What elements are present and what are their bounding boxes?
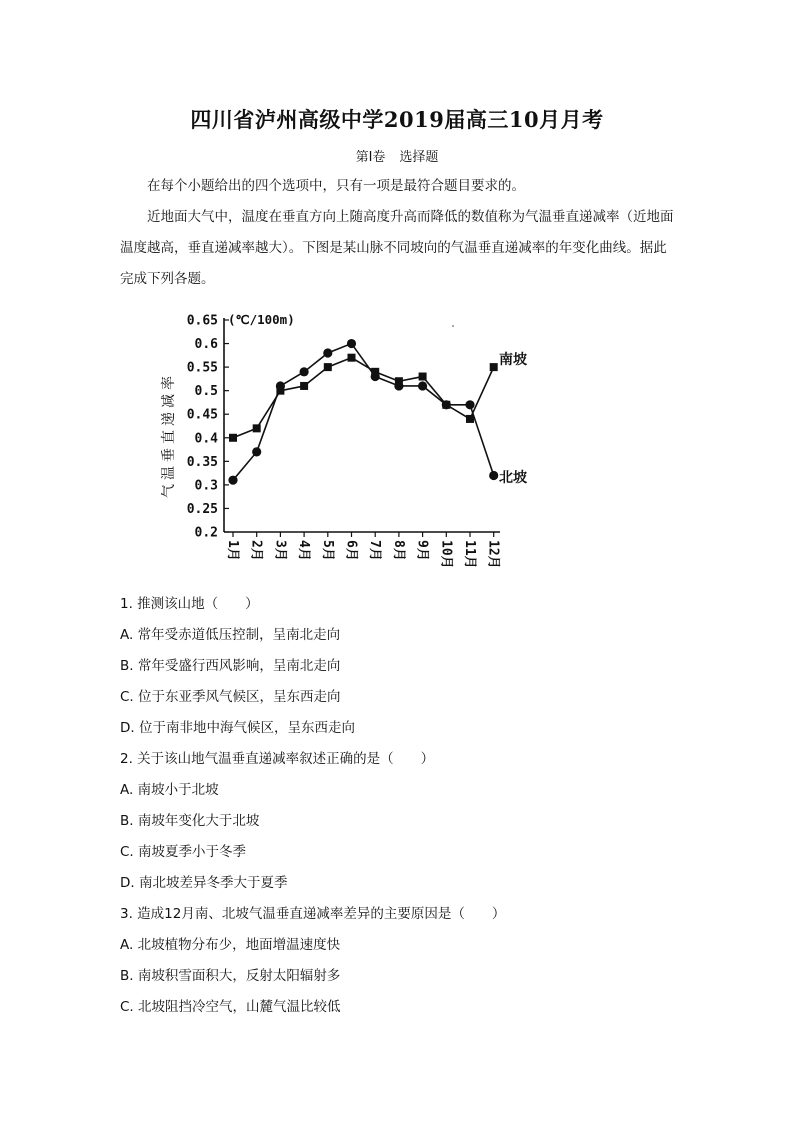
scan-speck [452, 325, 454, 327]
section-type: 选择题 [399, 150, 439, 165]
x-tick-label: 1月 [225, 540, 240, 561]
x-tick-label: 7月 [367, 540, 383, 561]
square-marker [419, 373, 427, 381]
y-tick-label: 0.35 [186, 454, 218, 470]
series-label-north: 北坡 [499, 470, 527, 486]
y-tick-label: 0.6 [194, 337, 218, 353]
instruction-text: 在每个小题给出的四个选项中，只有一项是最符合题目要求的。 [147, 178, 525, 194]
circle-marker [489, 471, 498, 480]
question-1-stem: 1. 推测该山地（ ） [120, 596, 259, 612]
circle-marker [323, 348, 332, 357]
question-stem: 近地面大气中，温度在垂直方向上随高度升高而降低的数值称为气温垂直递减率（近地面温度越高，垂直递减率越大）。下图是某山脉不同坡向的气温垂直递减率的年变化曲线。据此完成下列各题。 [120, 209, 674, 287]
question-2-option[interactable]: B. 南坡年变化大于北坡 [120, 813, 260, 829]
x-tick-label: 9月 [414, 540, 430, 561]
square-marker [253, 424, 261, 432]
exam-title: 四川省泸州高级中学2019届高三10月月考 [190, 107, 604, 132]
y-tick-label: 0.4 [194, 431, 218, 447]
x-tick-label: 12月 [485, 540, 501, 569]
circle-marker [347, 339, 356, 348]
x-tick-label: 4月 [296, 540, 312, 561]
x-tick-label: 10月 [438, 540, 454, 569]
y-tick-label: 0.3 [194, 478, 218, 494]
question-1-option[interactable]: B. 常年受盛行西风影响，呈南北走向 [120, 658, 341, 674]
y-unit-label: (℃/100m) [228, 312, 295, 327]
y-tick-label: 0.55 [186, 360, 218, 376]
question-3-option[interactable]: B. 南坡积雪面积大，反射太阳辐射多 [120, 968, 341, 984]
circle-marker [371, 372, 380, 381]
y-tick-label: 0.65 [186, 313, 218, 329]
x-tick-label: 2月 [248, 540, 264, 561]
question-2-option[interactable]: C. 南坡夏季小于冬季 [120, 844, 247, 860]
y-tick-label: 0.45 [186, 407, 218, 423]
circle-marker [465, 400, 474, 409]
square-marker [324, 363, 332, 371]
y-tick-label: 0.5 [194, 384, 218, 400]
question-2-option[interactable]: D. 南北坡差异冬季大于夏季 [120, 875, 288, 891]
circle-marker [252, 447, 261, 456]
circle-marker [300, 367, 309, 376]
y-tick-label: 0.25 [186, 501, 218, 517]
series-label-south: 南坡 [499, 352, 527, 368]
lapse-rate-chart [150, 300, 550, 580]
square-marker [490, 363, 498, 371]
question-2-stem: 2. 关于该山地气温垂直递减率叙述正确的是（ ） [120, 751, 435, 767]
x-tick-label: 8月 [390, 540, 406, 561]
circle-marker [442, 400, 451, 409]
y-axis-title: 气温垂直递减率 [161, 372, 177, 498]
question-2-option[interactable]: A. 南坡小于北坡 [120, 782, 219, 798]
question-1-option[interactable]: D. 位于南非地中海气候区，呈东西走向 [120, 720, 355, 736]
question-3-option[interactable]: C. 北坡阻挡冷空气，山麓气温比较低 [120, 999, 341, 1015]
question-3-stem: 3. 造成12月南、北坡气温垂直递减率差异的主要原因是（ ） [120, 906, 506, 922]
square-marker [348, 354, 356, 362]
x-tick-label: 6月 [343, 540, 359, 561]
x-tick-label: 5月 [319, 540, 335, 561]
section-heading [0, 146, 794, 165]
section-label: 第Ⅰ卷 [355, 150, 386, 165]
square-marker [300, 382, 308, 390]
x-tick-label: 3月 [272, 540, 288, 561]
question-1-option[interactable]: A. 常年受赤道低压控制，呈南北走向 [120, 627, 341, 643]
y-tick-label: 0.2 [194, 525, 218, 541]
circle-marker [228, 476, 237, 485]
question-1-option[interactable]: C. 位于东亚季风气候区，呈东西走向 [120, 689, 341, 705]
circle-marker [276, 381, 285, 390]
series-line-square [233, 358, 494, 438]
circle-marker [418, 381, 427, 390]
question-3-option[interactable]: A. 北坡植物分布少，地面增温速度快 [120, 937, 341, 953]
square-marker [466, 415, 474, 423]
x-tick-label: 11月 [462, 540, 477, 569]
circle-marker [394, 381, 403, 390]
square-marker [229, 434, 237, 442]
